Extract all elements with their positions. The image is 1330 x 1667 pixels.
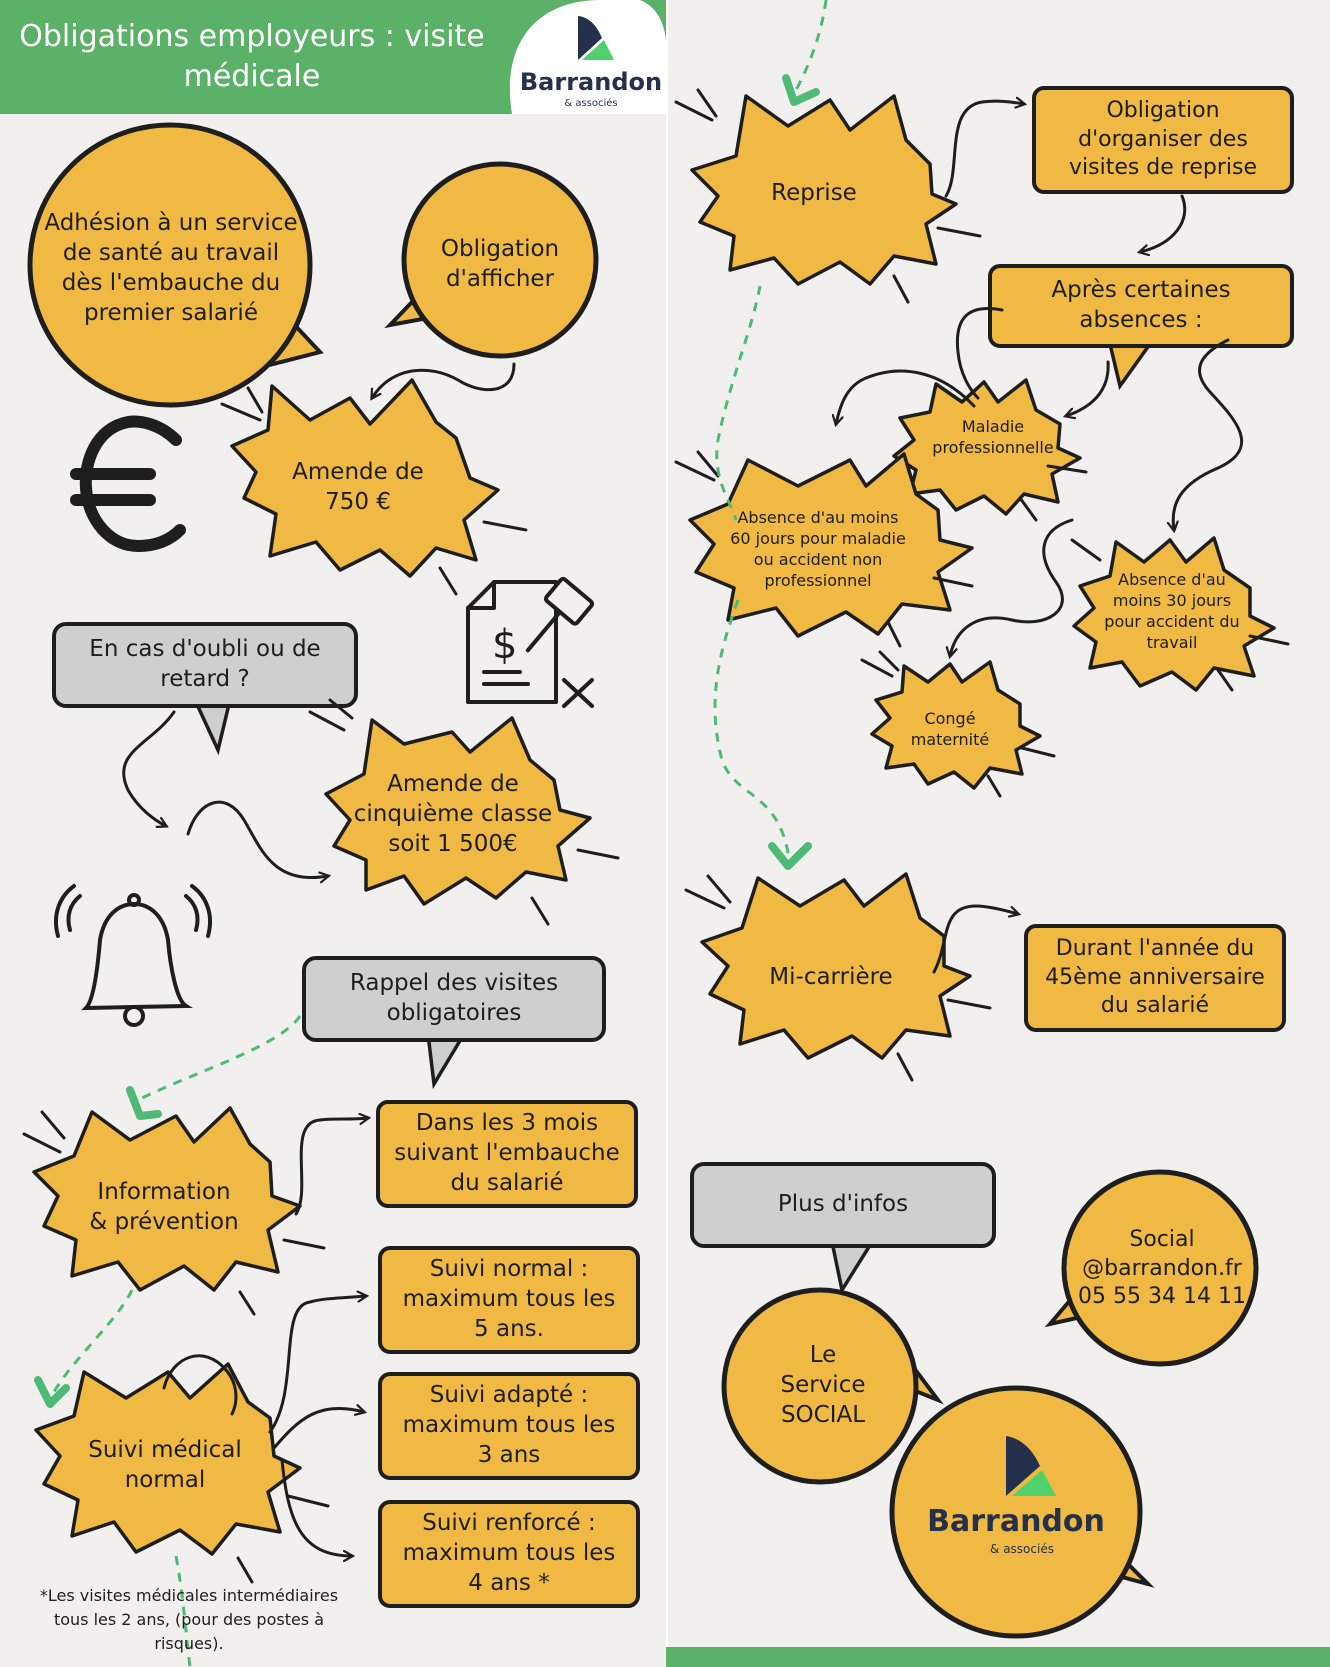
column-divider bbox=[666, 0, 668, 1667]
suivi-medical-text: Suivi médical normal bbox=[88, 1437, 242, 1493]
mi-carriere-text: Mi-carrière bbox=[769, 964, 893, 991]
absence-30-text: Absence d'au moins 30 jours pour accident du travail bbox=[1104, 570, 1240, 652]
trois-mois-text: Dans les 3 mois suivant l'embauche du salarié bbox=[394, 1110, 620, 1196]
apres-absences-text: Après certaines absences : bbox=[1051, 277, 1231, 333]
logo-sub: & associés bbox=[990, 1542, 1054, 1556]
suivi-normal-text: Suivi normal : maximum tous les 5 ans. bbox=[402, 1256, 616, 1342]
header-logo-name: Barrandon bbox=[519, 68, 663, 96]
suivi-adapte-text: Suivi adapté : maximum tous les 3 ans bbox=[402, 1382, 616, 1468]
ringing-bell-icon bbox=[56, 886, 210, 1025]
adhesion-text: Adhésion à un service de santé au travail dès l'embauche du premier salarié bbox=[44, 210, 298, 326]
absence-60-text: Absence d'au moins 60 jours pour maladie ou accident non professionnel bbox=[730, 508, 906, 590]
footnote: *Les visites médicales intermédiaires tous les 2 ans, (pour des postes à risques). bbox=[39, 1586, 339, 1653]
amende-5e-text: Amende de cinquième classe soit 1 500€ bbox=[353, 771, 553, 857]
maladie-pro-text: Maladie professionnelle bbox=[932, 417, 1054, 457]
service-social-text: Le Service SOCIAL bbox=[780, 1342, 866, 1428]
svg-text:$: $ bbox=[492, 622, 518, 668]
contact-text: Social @barrandon.fr 05 55 34 14 11 bbox=[1078, 1227, 1246, 1310]
obligation-reprise-text: Obligation d'organiser des visites de reprise bbox=[1068, 98, 1258, 181]
information-text: Information & prévention bbox=[89, 1179, 239, 1235]
reprise-text: Reprise bbox=[771, 180, 857, 207]
legal-document-gavel-icon bbox=[468, 578, 593, 706]
euro-icon bbox=[76, 422, 180, 546]
annee-45-text: Durant l'année du 45ème anniversaire du salarié bbox=[1045, 936, 1265, 1019]
suivi-renforce-text: Suivi renforcé : maximum tous les 4 ans * bbox=[402, 1510, 616, 1596]
oubli-text: En cas d'oubli ou de retard ? bbox=[89, 636, 321, 692]
rappel-text: Rappel des visites obligatoires bbox=[349, 970, 559, 1026]
footer-band bbox=[666, 1647, 1330, 1667]
page-title: Obligations employeurs : visite médicale bbox=[19, 18, 485, 94]
afficher-text: Obligation d'afficher bbox=[440, 236, 560, 292]
amende-750-text: Amende de 750 € bbox=[292, 459, 424, 515]
plus-infos-text: Plus d'infos bbox=[777, 1191, 909, 1218]
logo-name: Barrandon bbox=[927, 1504, 1105, 1539]
header-logo-sub: & associés bbox=[564, 98, 618, 109]
conge-text: Congé maternité bbox=[910, 709, 990, 749]
